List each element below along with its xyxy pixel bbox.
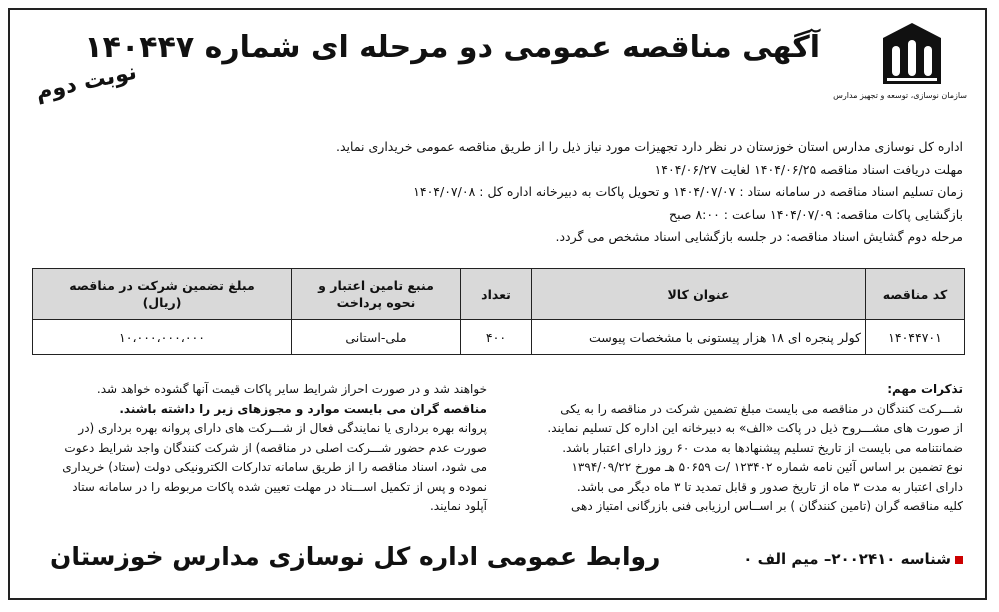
logo-caption: سازمان نوسازی، توسعه و تجهیز مدارس [833, 91, 967, 100]
notice-title: آگهی مناقصه عمومی دو مرحله ای شماره ۱۴۰۴۴۷ [84, 30, 820, 65]
notes-left [32, 380, 487, 517]
header-code: کد مناقصه [866, 269, 965, 320]
square-bullet-icon [955, 556, 963, 564]
table-header-row [33, 269, 965, 320]
items-table [32, 268, 965, 355]
notice-id: شناسه ۲۰۰۲۴۱۰– میم الف ۰ [743, 550, 963, 568]
note-line: ضمانتنامه می بایست از تاریخ تسلیم پیشنهادها به مدت ۶۰ روز دارای اعتبار باشد. [562, 440, 963, 455]
round-label: نوبت دوم [33, 59, 139, 106]
intro-line: مرحله دوم گشایش اسناد مناقصه: در جلسه بازگشایی اسناد مشخص می گردد. [555, 229, 963, 244]
note-line: نموده و پس از تکمیل اســـناد در مهلت تعیین شده پاکات مربوطه را در سامانه ستاد [72, 479, 487, 494]
intro-line: مهلت دریافت اسناد مناقصه ۱۴۰۴/۰۶/۲۵ لغایت ۱۴۰۴/۰۶/۲۷ [654, 161, 963, 177]
note-line: خواهند شد و در صورت احراز شرایط سایر پاکات قیمت آنها گشوده خواهد شد. [96, 382, 487, 396]
tender-notice [8, 8, 987, 600]
intro-line: زمان تسلیم اسناد مناقصه در سامانه ستاد : ۱۴۰۴/۰۷/۰۷ و تحویل پاکات به دبیرخانه اداره کل : ۱۴۰۴/۰۷/۰۸ [413, 184, 963, 199]
header-guarantee: مبلغ تضمین شرکت در مناقصه (ریال) [33, 269, 292, 320]
note-line: صورت عدم حضور شـــرکت اصلی در مناقصه) از شرکت کنندگان واجد شرایط دعوت [64, 440, 487, 455]
notes-right [503, 380, 963, 517]
note-line: از صورت های مشـــروح ذیل در پاکت «الف» به دبیرخانه این اداره کل تسلیم نمایند. [547, 421, 963, 435]
cell-qty: ۴۰۰ [461, 320, 532, 355]
intro-line: اداره کل نوسازی مدارس استان خوزستان در نظر دارد تجهیزات مورد نیاز ذیل را از طریق مناقصه عمومی خریداری نماید. [336, 139, 963, 154]
note-line: می شود، اسناد مناقصه را از طریق سامانه تدارکات الکترونیکی دولت (ستاد) خریداری [62, 460, 487, 474]
cell-code: ۱۴۰۴۴۷۰۱ [866, 320, 965, 355]
note-line: کلیه مناقصه گران (تامین کنندگان ) بر اســاس ارزیابی فنی بازرگانی امتیاز دهی [571, 499, 963, 513]
intro-line: بازگشایی پاکات مناقصه: ۱۴۰۴/۰۷/۰۹ ساعت : ۸:۰۰ صبح [669, 206, 963, 222]
notes-heading: تذکرات مهم: [887, 382, 963, 396]
header-source: منبع تامین اعتبار و نحوه پرداخت [292, 269, 461, 320]
cell-item: کولر پنجره ای ۱۸ هزار پیستونی با مشخصات پیوست [532, 320, 866, 355]
school-renovation-logo-icon [877, 20, 947, 90]
cell-guarantee: ۱۰،۰۰۰،۰۰۰،۰۰۰ [33, 320, 292, 355]
organization-logo [833, 20, 967, 118]
note-line: شـــرکت کنندگان در مناقصه می بایست مبلغ تضمین شرکت در مناقصه را به یکی [560, 401, 963, 416]
table-row [33, 320, 965, 355]
note-line: پروانه بهره برداری یا نمایندگی فعال از شـــرکت های دارای پروانه بهره برداری (در [78, 421, 487, 435]
intro-text [243, 136, 963, 249]
header-qty: تعداد [461, 269, 532, 320]
header-item: عنوان کالا [532, 269, 866, 320]
requirements-heading: مناقصه گران می بایست موارد و مجوزهای زیر را داشته باشند. [119, 401, 487, 416]
cell-source: ملی-استانی [292, 320, 461, 355]
note-line: نوع تضمین بر اساس آئین نامه شماره ۱۲۳۴۰۲ /ت ۵۰۶۵۹ هـ مورخ ۱۳۹۴/۰۹/۲۲ [571, 460, 963, 474]
public-relations-signature: روابط عمومی اداره کل نوسازی مدارس خوزستان [50, 542, 661, 571]
note-line: دارای اعتبار به مدت ۳ ماه از تاریخ صدور و قابل تمدید تا ۳ ماه دیگر می باشد. [576, 479, 963, 494]
note-line: آپلود نمایند. [429, 499, 487, 513]
